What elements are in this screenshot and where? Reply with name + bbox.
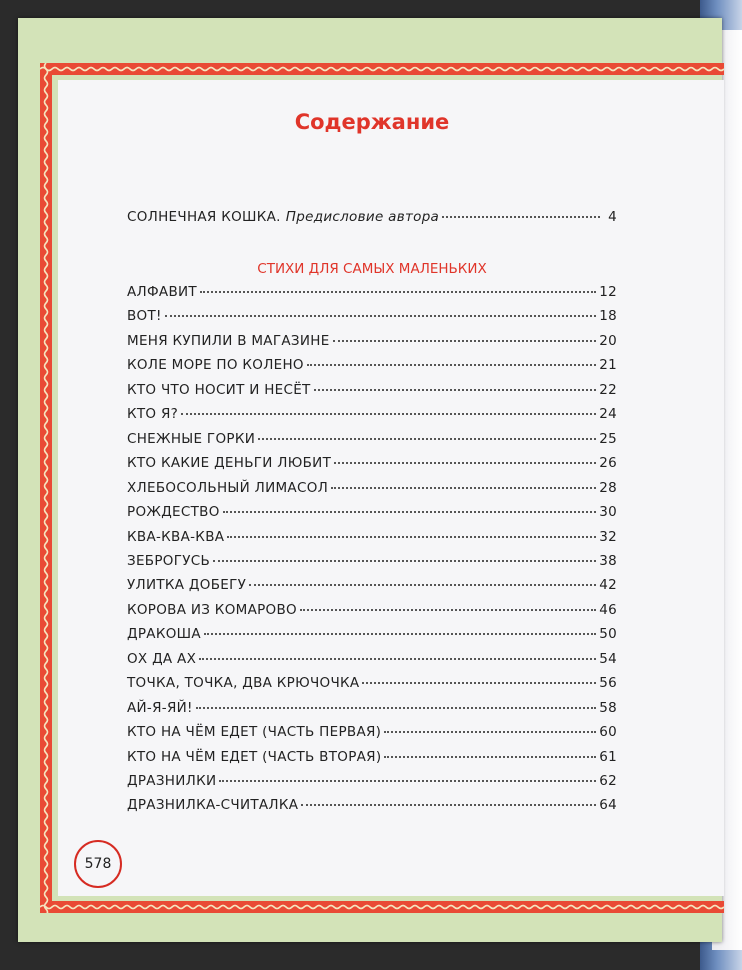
toc-dot-leader — [181, 413, 596, 415]
toc-entry-page: 25 — [599, 430, 617, 447]
page-title: Содержание — [294, 110, 450, 134]
toc-entry — [127, 724, 617, 746]
toc-entry-title: ТОЧКА, ТОЧКА, ДВА КРЮЧОЧКА — [127, 675, 360, 692]
toc-dot-leader — [384, 756, 596, 758]
toc-entry — [127, 308, 617, 330]
toc-entry-title: КТО Я? — [127, 406, 179, 423]
toc-entry-title: КОЛЕ МОРЕ ПО КОЛЕНО — [127, 357, 304, 374]
toc-dot-leader — [196, 707, 596, 709]
toc-entry-title: УЛИТКА ДОБЕГУ — [127, 577, 247, 594]
toc-preface-title: СОЛНЕЧНАЯ КОШКА. — [127, 209, 281, 225]
toc-entry-title: ЗЕБРОГУСЬ — [127, 552, 211, 569]
toc-entry-page: 18 — [599, 308, 617, 325]
toc-entry-page: 64 — [599, 797, 617, 814]
toc-dot-leader — [199, 658, 596, 660]
toc-entry — [127, 357, 617, 379]
toc-entry-title: СНЕЖНЫЕ ГОРКИ — [127, 430, 256, 447]
toc-entry-page: 61 — [599, 748, 617, 765]
toc-entry — [127, 529, 617, 551]
toc-entry-page: 56 — [599, 675, 617, 692]
toc-entry — [127, 553, 617, 575]
toc-entry — [127, 773, 617, 795]
toc-entry-page: 24 — [599, 406, 617, 423]
toc-dot-leader — [331, 487, 596, 489]
toc-entry-title: ОХ ДА АХ — [127, 650, 197, 667]
toc-entry-title: АЙ-Я-ЯЙ! — [127, 699, 193, 716]
toc-dot-leader — [300, 609, 596, 611]
toc-entry-page: 46 — [599, 601, 617, 618]
toc-entry-page: 38 — [599, 552, 617, 569]
toc-entry — [127, 504, 617, 526]
toc-entry-page: 62 — [599, 773, 617, 789]
toc-dot-leader — [384, 731, 596, 733]
toc-preface-row — [127, 209, 617, 231]
page-number: 578 — [84, 856, 112, 872]
toc-entry — [127, 675, 617, 697]
toc-entry — [127, 602, 617, 624]
toc-entry-page: 20 — [599, 332, 617, 349]
toc-dot-leader — [213, 560, 596, 562]
toc-entry — [127, 626, 617, 648]
toc-entry-title: КТО ЧТО НОСИТ И НЕСЁТ — [127, 381, 311, 398]
toc-dot-leader — [314, 389, 597, 391]
toc-entry — [127, 382, 617, 404]
toc-entry-page: 58 — [599, 699, 617, 716]
toc-dot-leader — [334, 462, 596, 464]
toc-entry-title: ВОТ! — [127, 308, 162, 325]
toc-entry-page: 28 — [599, 479, 617, 496]
toc-entry — [127, 284, 617, 306]
toc-dot-leader — [258, 438, 596, 440]
toc-entry-page: 32 — [599, 528, 617, 545]
toc-entry-title: МЕНЯ КУПИЛИ В МАГАЗИНЕ — [127, 332, 330, 349]
toc-dot-leader — [301, 804, 596, 806]
toc-entry — [127, 651, 617, 673]
toc-entry-page: 54 — [599, 650, 617, 667]
toc-dot-leader — [333, 340, 597, 342]
toc-entry-title: ДРАКОША — [127, 626, 201, 643]
toc-entry-title: КТО НА ЧЁМ ЕДЕТ (ЧАСТЬ ПЕРВАЯ) — [127, 724, 382, 741]
toc-entry-page: 30 — [599, 504, 617, 521]
toc-entry — [127, 455, 617, 477]
toc-dot-leader — [223, 511, 597, 513]
toc-dot-leader — [200, 291, 596, 293]
toc-preface-subtitle: Предисловие автора — [285, 209, 440, 225]
section-heading: СТИХИ ДЛЯ САМЫХ МАЛЕНЬКИХ — [257, 261, 487, 277]
toc-entry — [127, 797, 617, 819]
toc-entry-page: 12 — [599, 284, 617, 300]
toc-entry — [127, 480, 617, 502]
toc-entry — [127, 749, 617, 771]
toc-dot-leader — [204, 633, 596, 635]
toc-entry-title: ХЛЕБОСОЛЬНЫЙ ЛИМАСОЛ — [127, 479, 329, 496]
toc-entry-title: КТО НА ЧЁМ ЕДЕТ (ЧАСТЬ ВТОРАЯ) — [127, 748, 382, 765]
toc-entry-page: 60 — [599, 724, 617, 741]
toc-entry-title: ДРАЗНИЛКА-СЧИТАЛКА — [127, 797, 299, 814]
page-number-badge — [74, 840, 122, 888]
toc-dot-leader — [362, 682, 596, 684]
toc-entry — [127, 406, 617, 428]
toc-entry-page: 42 — [599, 577, 617, 594]
toc-dot-leader — [249, 584, 596, 586]
toc-entry-page: 22 — [599, 381, 617, 398]
toc-entry-page: 21 — [599, 357, 617, 374]
toc-dot-leader — [227, 536, 596, 538]
toc-entry-title: КТО КАКИЕ ДЕНЬГИ ЛЮБИТ — [127, 455, 332, 472]
toc-dot-leader — [307, 364, 596, 366]
toc-entry-title: КВА-КВА-КВА — [127, 528, 225, 545]
toc-dot-leader — [219, 780, 596, 782]
toc-entry-page: 26 — [599, 455, 617, 472]
toc-entry-title: КОРОВА ИЗ КОМАРОВО — [127, 601, 297, 618]
toc-entry — [127, 577, 617, 599]
toc-entry-title: ДРАЗНИЛКИ — [127, 773, 217, 789]
toc-entry-page: 50 — [599, 626, 617, 643]
toc-entry-title: АЛФАВИТ — [127, 284, 197, 300]
toc-dot-leader — [442, 216, 600, 218]
toc-entry-title: РОЖДЕСТВО — [127, 504, 220, 521]
toc-entry — [127, 333, 617, 355]
toc-dot-leader — [165, 315, 596, 317]
toc-entry — [127, 700, 617, 722]
toc-entry — [127, 431, 617, 453]
toc-preface-page: 4 — [608, 209, 617, 225]
